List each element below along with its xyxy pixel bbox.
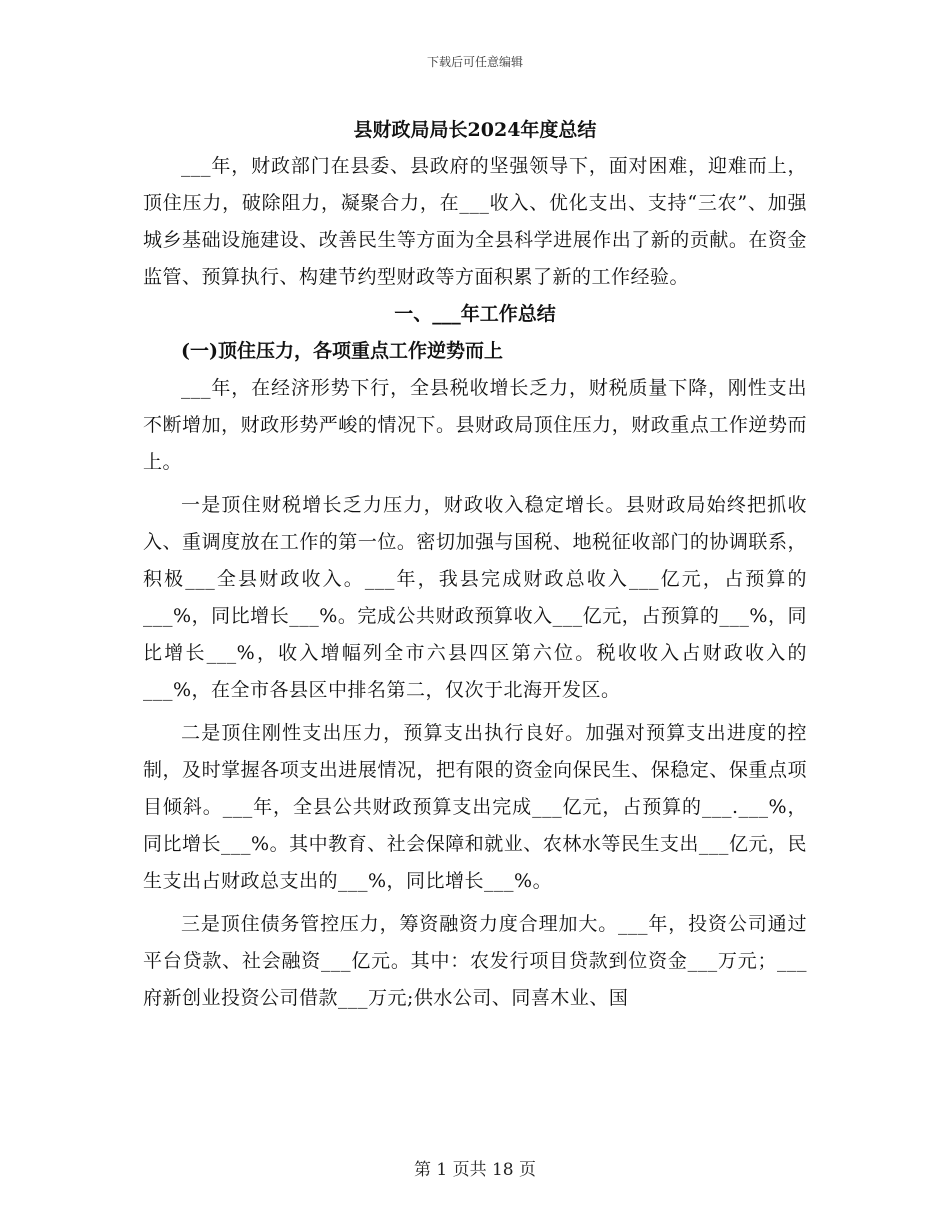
document-body	[143, 112, 807, 1017]
paragraph-3: 二是顶住刚性支出压力，预算支出执行良好。加强对预算支出进度的控制，及时掌握各项支出进展情况，把有限的资金向保民生、保稳定、保重点项目倾斜。___年，全县公共财政预算支出完成___亿元，占预算的___.___%，同比增长___%。其中教育、社会保障和就业、农林水等民生支出___亿元，民生支出占财政总支出的___%，同比增长___%。	[143, 722, 807, 892]
paragraph-2: 一是顶住财税增长乏力压力，财政收入稳定增长。县财政局始终把抓收入、重调度放在工作的第一位。密切加强与国税、地税征收部门的协调联系，积极___全县财政收入。___年，我县完成财政总收入___亿元，占预算的___%，同比增长___%。完成公共财政预算收入___亿元，占预算的___%，同比增长___%，收入增幅列全市六县四区第六位。税收收入占财政收入的___%，在全市各县区中排名第二，仅次于北海开发区。	[143, 494, 807, 701]
document-title: 县财政局局长2024年度总结	[353, 119, 597, 141]
paragraph-1: ___年，在经济形势下行，全县税收增长乏力，财税质量下降，刚性支出不断增加，财政形势严峻的情况下。县财政局顶住压力，财政重点工作逆势而上。	[143, 377, 807, 473]
intro-paragraph: ___年，财政部门在县委、县政府的坚强领导下，面对困难，迎难而上，顶住压力，破除阻力，凝聚合力，在___收入、优化支出、支持“三农”、加强城乡基础设施建设、改善民生等方面为全县科学进展作出了新的贡献。在资金监管、预算执行、构建节约型财政等方面积累了新的工作经验。	[143, 155, 807, 288]
page-number: 第 1 页共 18 页	[413, 1160, 537, 1180]
page-header-note: 下载后可任意编辑	[426, 55, 523, 69]
section-heading: 一、___年工作总结	[394, 303, 556, 325]
paragraph-4: 三是顶住债务管控压力，筹资融资力度合理加大。___年，投资公司通过平台贷款、社会融资___亿元。其中：农发行项目贷款到位资金___万元；___府新创业投资公司借款___万元;供水公司、同喜木业、国	[143, 913, 807, 1009]
subsection-heading: (一)顶住压力，各项重点工作逆势而上	[181, 340, 503, 362]
